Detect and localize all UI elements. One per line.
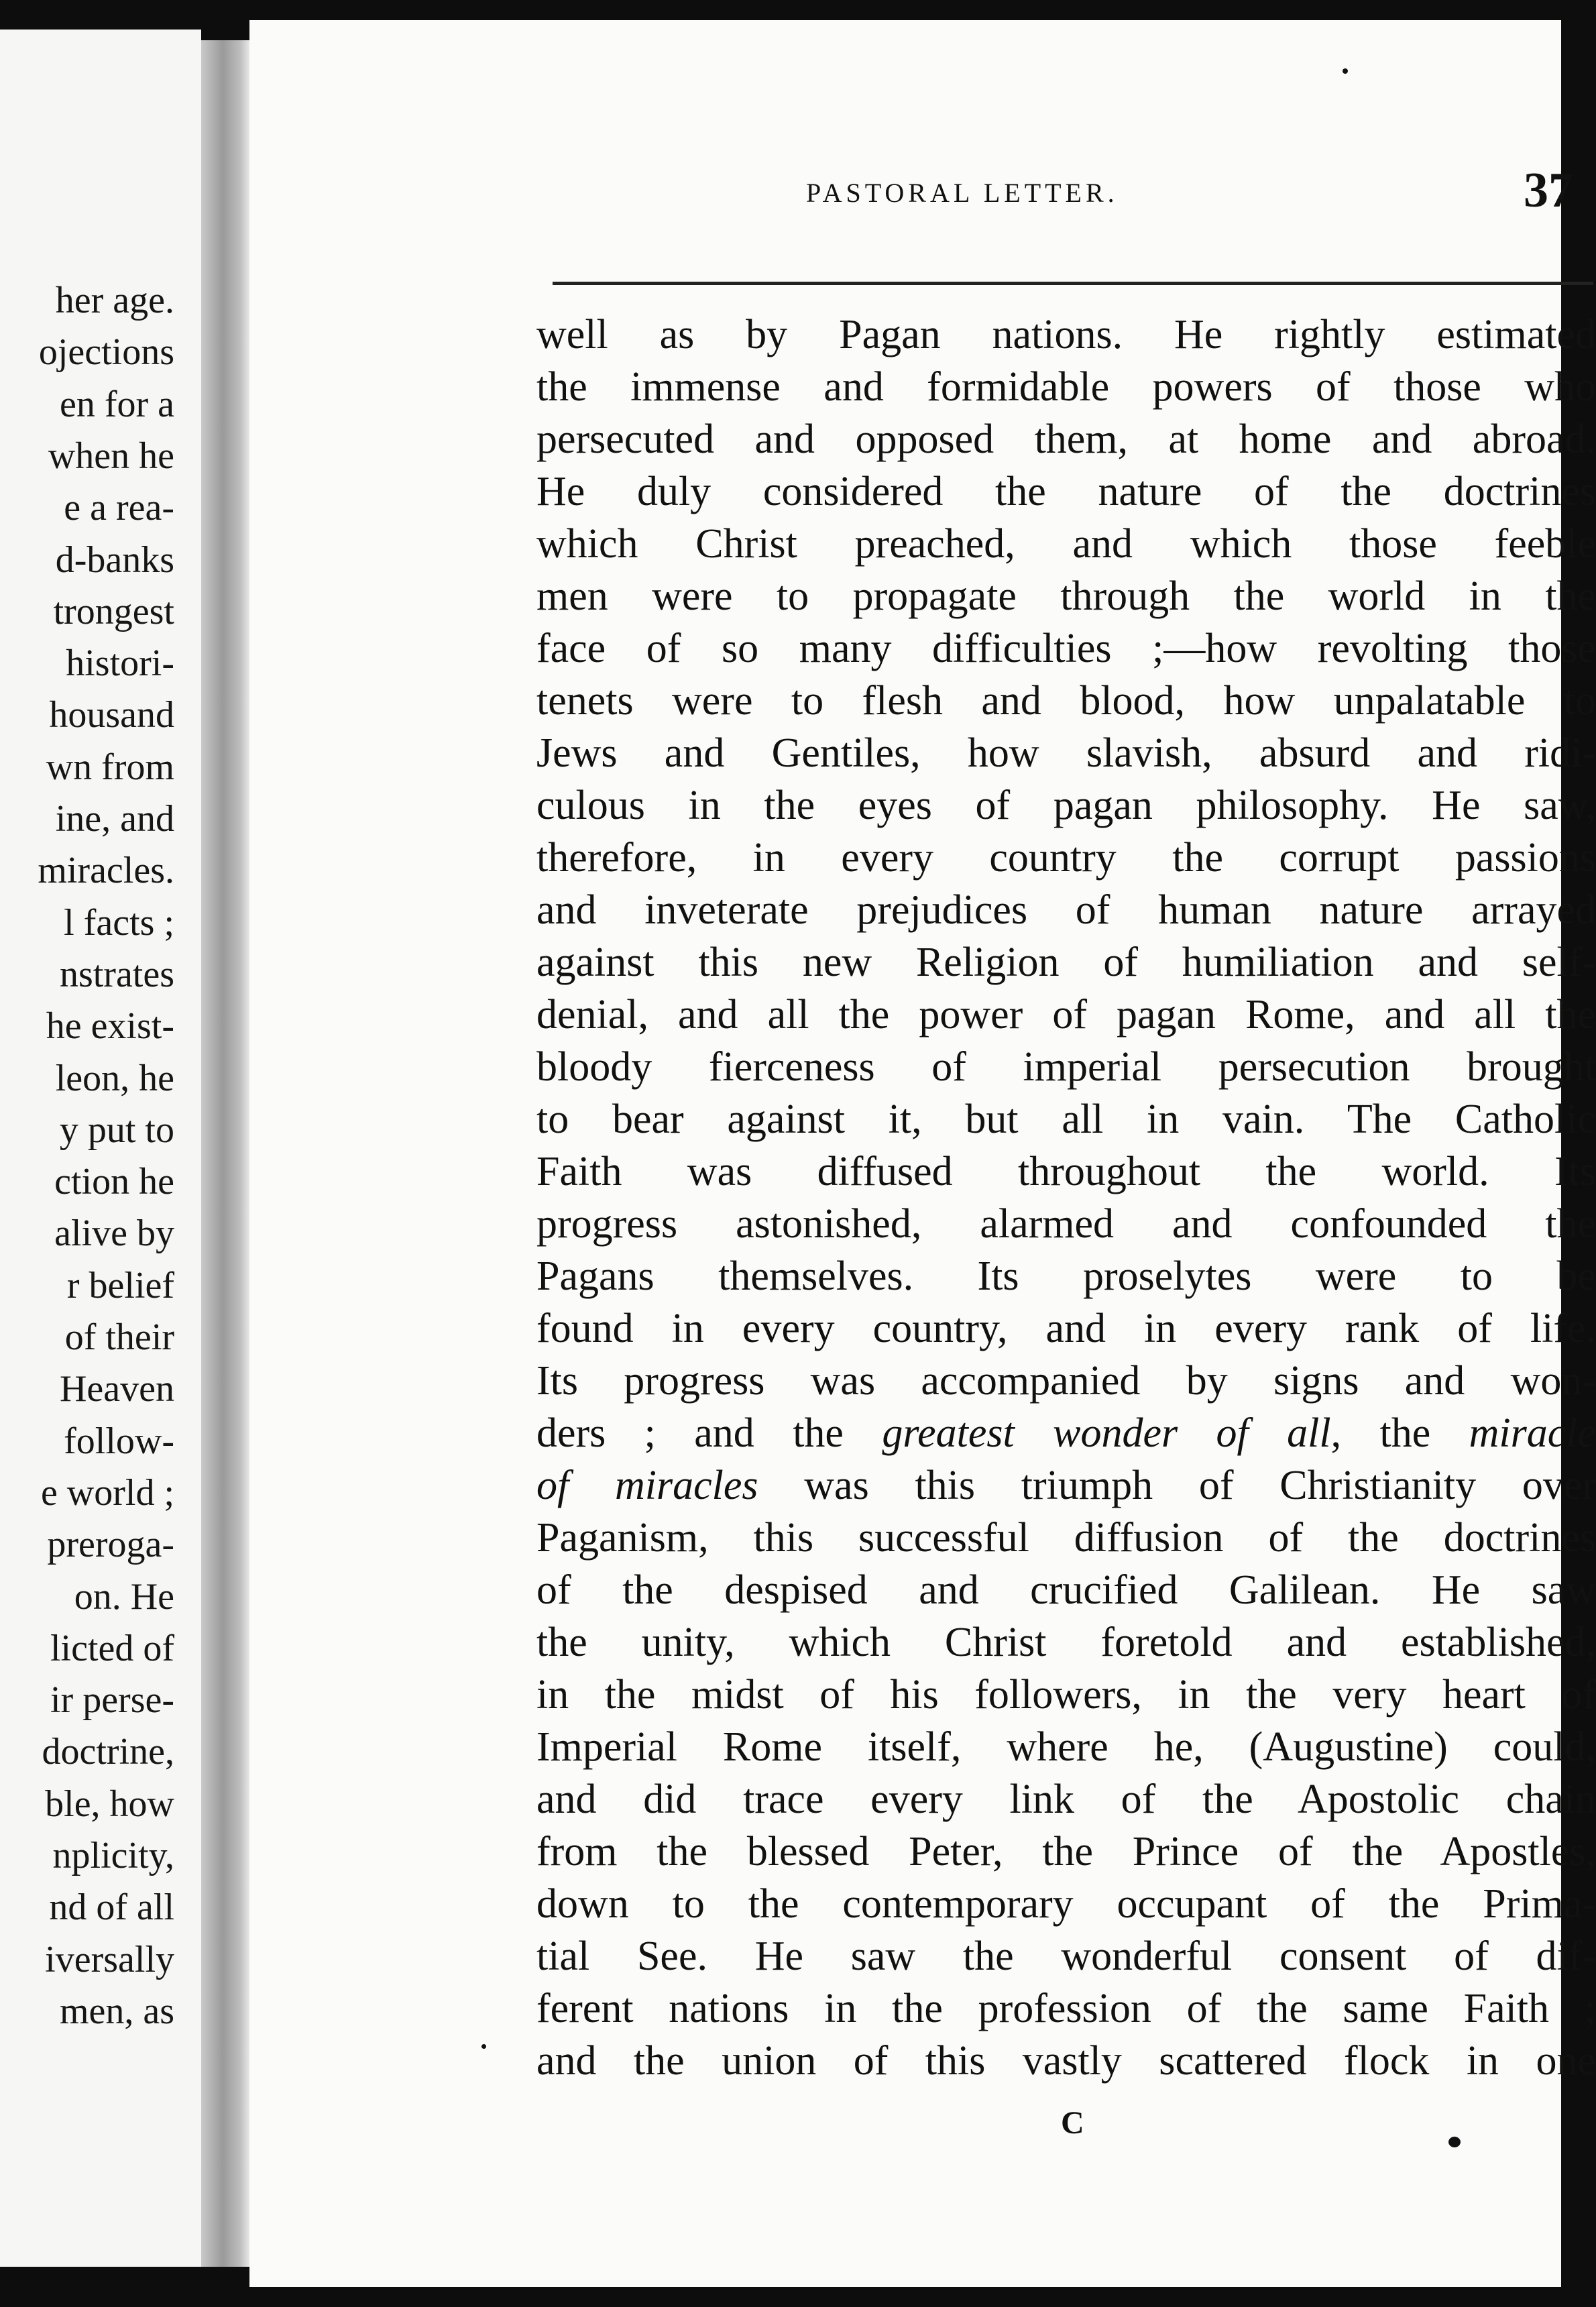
text-segment: Pagans themselves. Its proselytes were to be: [536, 1253, 1596, 1299]
left-page-line: ble, how: [45, 1783, 174, 1825]
left-page-line: miracles.: [38, 850, 174, 892]
left-page-line: en for a: [59, 383, 174, 425]
text-line: [536, 1669, 1596, 1721]
text-line: [536, 832, 1596, 884]
text-line: [536, 1721, 1596, 1773]
left-page-line: men, as: [59, 1990, 174, 2032]
left-page-line: he exist-: [46, 1005, 174, 1048]
left-page-line: preroga-: [47, 1524, 174, 1566]
text-line: [536, 779, 1596, 832]
text-segment: of the despised and crucified Galilean. He saw: [536, 1567, 1596, 1613]
text-segment: and did trace every link of the Apostolic chain: [536, 1777, 1596, 1822]
text-segment: well as by Pagan nations. He rightly estimated: [536, 312, 1596, 357]
text-segment: found in every country, and in every rank of life.: [536, 1306, 1596, 1351]
left-page-line: on. He: [74, 1575, 174, 1618]
text-segment: Jews and Gentiles, how slavish, absurd and ridi-: [536, 730, 1596, 776]
running-title: PASTORAL LETTER.: [806, 178, 1119, 208]
text-segment: ferent nations in the profession of the same Faith ;: [536, 1986, 1596, 2031]
text-line: [536, 884, 1596, 936]
text-line: [536, 1145, 1596, 1198]
left-page-line: nplicity,: [52, 1835, 174, 1876]
page-number: 37: [1524, 163, 1573, 218]
text-segment: to bear against it, but all in vain. The Catholic: [536, 1096, 1596, 1142]
text-line: [536, 465, 1596, 518]
text-line: [536, 1616, 1596, 1669]
left-page: [0, 30, 201, 2267]
left-page-line: ojections: [38, 331, 174, 374]
text-segment: tial See. He saw the wonderful consent of dif-: [536, 1933, 1596, 1979]
text-segment: which Christ preached, and which those feeble: [536, 521, 1596, 567]
left-page-line: histori-: [66, 642, 174, 685]
text-segment: Its progress was accompanied by signs and won-: [536, 1358, 1596, 1404]
text-segment: men were to propagate through the world in the: [536, 573, 1596, 619]
text-line: [536, 518, 1596, 570]
text-segment: in the midst of his followers, in the very heart of: [536, 1672, 1596, 1718]
text-segment: ders ; and the: [536, 1410, 882, 1456]
left-page-line: leon, he: [55, 1057, 174, 1099]
left-page-line: wn from: [46, 746, 174, 788]
text-line: [536, 361, 1596, 413]
right-page: [249, 20, 1596, 2287]
left-page-line: ine, and: [55, 798, 174, 840]
speck-mark: [481, 2044, 486, 2049]
left-page-line: when he: [48, 435, 174, 477]
text-segment: was this triumph of Christianity over: [758, 1463, 1596, 1508]
text-segment: , the: [1330, 1410, 1469, 1456]
text-segment: and the union of this vastly scattered flock in one: [536, 2038, 1596, 2084]
text-segment: culous in the eyes of pagan philosophy. He saw,: [536, 783, 1596, 828]
left-page-line: nd of all: [49, 1887, 174, 1929]
italic-phrase: greatest wonder of all: [882, 1410, 1331, 1456]
text-segment: the immense and formidable powers of those who: [536, 364, 1596, 410]
page-header: [545, 163, 1573, 225]
speck-mark: [1448, 2137, 1461, 2147]
left-page-line: ir perse-: [50, 1679, 174, 1722]
left-page-line: e a rea-: [64, 487, 174, 529]
left-page-line: y put to: [59, 1109, 174, 1151]
text-line: [536, 989, 1596, 1041]
left-page-line: Heaven: [59, 1368, 174, 1410]
left-page-line: ction he: [54, 1161, 174, 1203]
text-line: [536, 622, 1596, 675]
text-line: [536, 1930, 1596, 1982]
text-segment: Paganism, this successful diffusion of the doctrines: [536, 1515, 1596, 1561]
text-segment: the unity, which Christ foretold and established,: [536, 1620, 1596, 1665]
text-segment: progress astonished, alarmed and confounded the: [536, 1201, 1596, 1247]
header-rule: [553, 282, 1593, 285]
text-segment: persecuted and opposed them, at home and abroad.: [536, 416, 1596, 462]
italic-phrase: of miracles: [536, 1463, 758, 1508]
text-line: [536, 1407, 1596, 1459]
left-page-line: trongest: [53, 590, 174, 632]
text-segment: denial, and all the power of pagan Rome, and all the: [536, 992, 1596, 1037]
text-line: [536, 727, 1596, 779]
left-page-line: l facts ;: [64, 901, 174, 944]
text-segment: therefore, in every country the corrupt passions: [536, 835, 1596, 881]
text-segment: from the blessed Peter, the Prince of the Apostles,: [536, 1829, 1596, 1874]
text-line: [536, 1773, 1596, 1825]
text-segment: and inveterate prejudices of human nature arrayed: [536, 887, 1596, 933]
left-page-line: her age.: [55, 280, 174, 321]
body-text: [536, 308, 1596, 2087]
text-line: [536, 936, 1596, 989]
text-segment: down to the contemporary occupant of the Prima-: [536, 1881, 1596, 1927]
left-page-line: iversally: [45, 1938, 174, 1980]
text-line: [536, 1564, 1596, 1616]
left-page-line: alive by: [54, 1213, 174, 1255]
left-page-line: licted of: [50, 1627, 174, 1669]
signature-mark: C: [1061, 2105, 1084, 2141]
text-segment: Faith was diffused throughout the world. Its: [536, 1149, 1596, 1194]
italic-phrase: miracle: [1469, 1410, 1596, 1456]
left-page-line: housand: [49, 694, 174, 736]
book-gutter: [201, 40, 249, 2267]
text-line: [536, 1355, 1596, 1407]
text-segment: face of so many difficulties ;—how revolting those: [536, 626, 1596, 671]
left-page-line: nstrates: [59, 953, 174, 995]
text-line: [536, 1302, 1596, 1355]
text-line: [536, 1250, 1596, 1302]
left-page-line: doctrine,: [42, 1731, 174, 1773]
text-line: [536, 413, 1596, 465]
left-page-line: follow-: [64, 1420, 174, 1462]
text-line: [536, 1512, 1596, 1564]
text-segment: He duly considered the nature of the doctrines: [536, 469, 1596, 514]
text-segment: tenets were to flesh and blood, how unpalatable to: [536, 678, 1596, 724]
left-page-line: e world ;: [40, 1471, 174, 1514]
text-line: [536, 570, 1596, 622]
text-segment: bloody fierceness of imperial persecution brought: [536, 1044, 1596, 1090]
text-line: [536, 1041, 1596, 1093]
text-line: [536, 1093, 1596, 1145]
left-page-line: r belief: [66, 1264, 174, 1306]
text-line: [536, 1982, 1596, 2035]
left-page-line: of their: [64, 1316, 174, 1358]
text-line: [536, 675, 1596, 727]
text-line: [536, 1198, 1596, 1250]
text-segment: against this new Religion of humiliation and self-: [536, 940, 1596, 985]
speck-mark: [1343, 68, 1348, 74]
text-segment: Imperial Rome itself, where he, (Augustine) could,: [536, 1724, 1596, 1770]
text-line: [536, 1825, 1596, 1878]
text-line: [536, 2035, 1596, 2087]
text-line: [536, 1878, 1596, 1930]
text-line: [536, 308, 1596, 361]
left-page-line: d-banks: [55, 539, 174, 581]
text-line: [536, 1459, 1596, 1512]
